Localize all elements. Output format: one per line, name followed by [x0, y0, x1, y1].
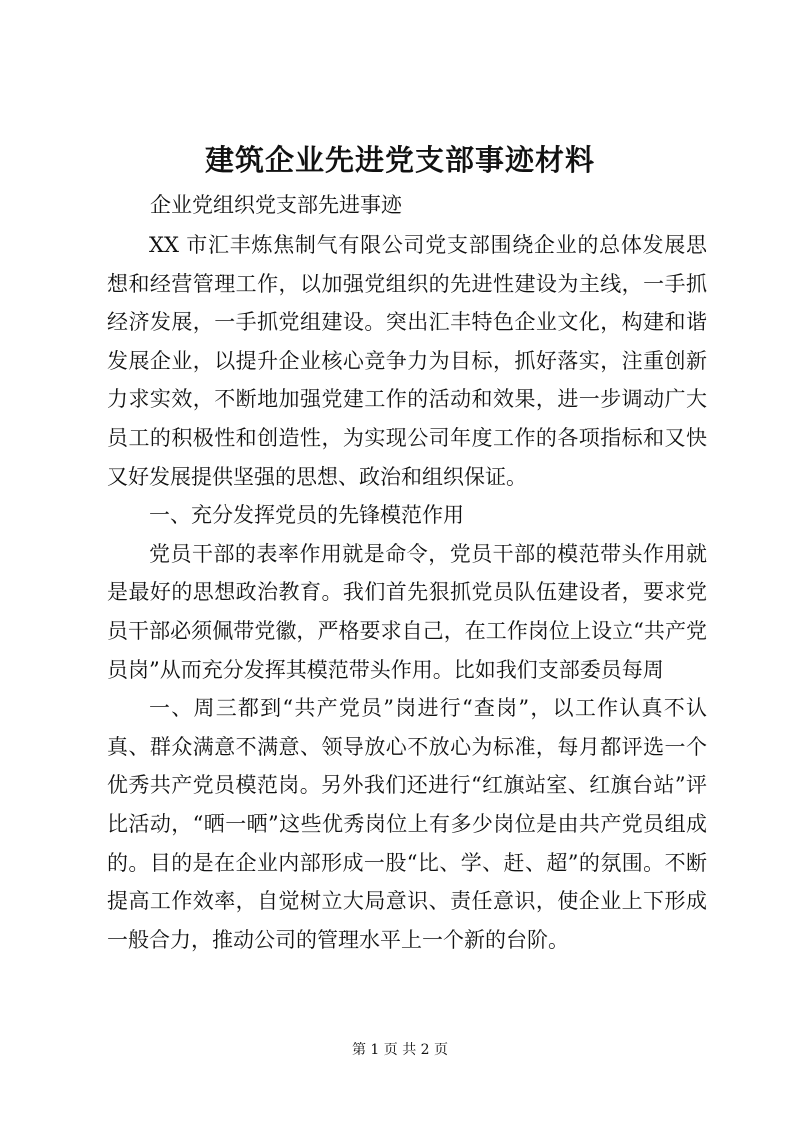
document-title: 建筑企业先进党支部事迹材料 — [204, 143, 595, 177]
section-heading-1: 一、充分发挥党员的先锋模范作用 — [149, 503, 464, 528]
paragraph-intro: XX 市汇丰炼焦制气有限公司党支部围绕企业的总体发展思想和经营管理工作，以加强党组织的先进性建设为主线，一手抓经济发展，一手抓党组建设。突出汇丰特色企业文化，构建和谐发展企业，以提升企业核心竞争力为目标，抓好落实，注重创新力求实效，不断地加强党建工作的活动和效果，进一步调动广大员工的积极性和创造性，为实现公司年度工作的各项指标和又快又好发展提供坚强的思想、政治和组织保证。 — [107, 233, 707, 489]
paragraph-section-1: 党员干部的表率作用就是命令，党员干部的模范带头作用就是最好的思想政治教育。我们首先狠抓党员队伍建设者，要求党员干部必须佩带党徽，严格要求自己，在工作岗位上设立“共产党员岗”从而充分发挥其模范带头作用。比如我们支部委员每周 — [107, 541, 707, 682]
page-number: 第 1 页 共 2 页 — [351, 1042, 449, 1058]
document-subtitle: 企业党组织党支部先进事迹 — [150, 193, 402, 217]
document-body — [107, 226, 707, 959]
paragraph-section-1-continued: 一、周三都到“共产党员”岗进行“查岗”，以工作认真不认真、群众满意不满意、领导放心不放心为标准，每月都评选一个优秀共产党员模范岗。另外我们还进行“红旗站室、红旗台站”评比活动，“晒一晒”这些优秀岗位上有多少岗位是由共产党员组成的。目的是在企业内部形成一股“比、学、赶、超”的氛围。不断提高工作效率，自觉树立大局意识、责任意识，使企业上下形成一般合力，推动公司的管理水平上一个新的台阶。 — [107, 696, 707, 952]
